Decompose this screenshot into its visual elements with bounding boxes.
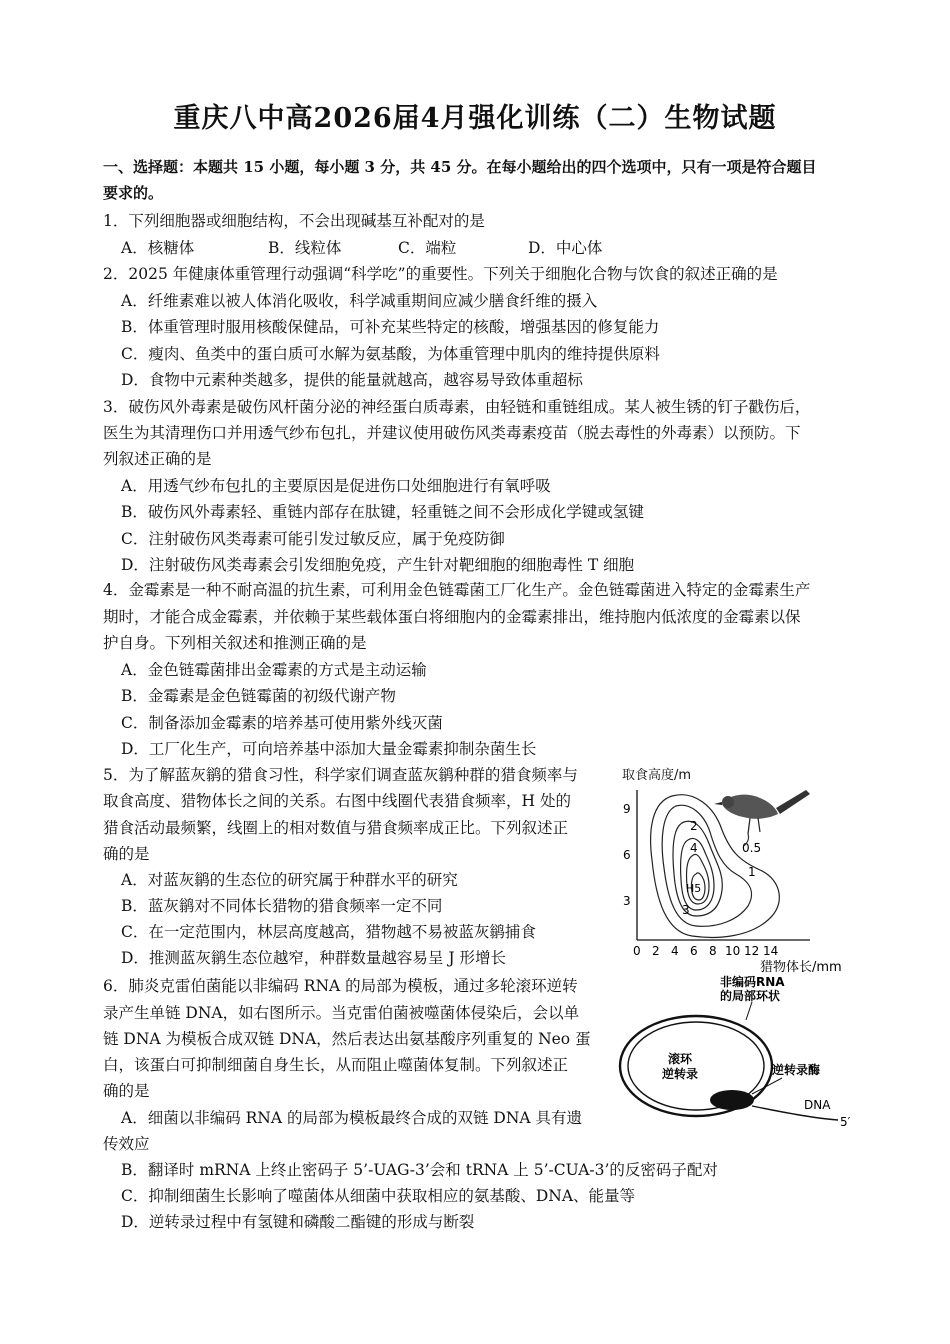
label-enzyme: 逆转录酶 [772,1063,821,1077]
q1-option-d: D．中心体 [528,239,603,257]
reverse-transcriptase-blob [710,1090,754,1110]
q1-option-a: A．核糖体 [121,239,195,257]
q6-stem-3: 链 DNA 为模板合成双链 DNA，然后表达出氨基酸序列重复的 Neo 蛋 [103,1030,591,1048]
q5-option-a: A．对蓝灰鹟的生态位的研究属于种群水平的研究 [121,871,458,889]
q4-option-d: D．工厂化生产，可向培养基中添加大量金霉素抑制杂菌生长 [121,740,537,758]
q6-stem-5: 确的是 [103,1082,150,1100]
contour-1 [662,805,751,926]
q6-option-d: D．逆转录过程中有氢键和磷酸二酯键的形成与断裂 [121,1213,475,1231]
contour-4 [687,854,709,904]
q5-stem-2: 取食高度、猎物体长之间的关系。右图中线圈代表猎食频率，H 处的 [103,792,571,810]
q5-foraging-contour-figure [610,760,860,980]
bird-illustration [714,790,810,846]
q4-stem-1: 4．金霉素是一种不耐高温的抗生素，可利用金色链霉菌工厂化生产。金色链霉菌进入特定的金霉素生产 [103,581,811,599]
q6-option-b: B．翻译时 mRNA 上终止密码子 5’-UAG-3’会和 tRNA 上 5’-CUA-3’的反密码子配对 [121,1161,718,1179]
q6-stem-1: 6．肺炎克雷伯菌能以非编码 RNA 的局部为模板，通过多轮滚环逆转 [103,977,578,995]
q1-stem: 1．下列细胞器或细胞结构，不会出现碱基互补配对的是 [103,212,485,230]
q6-option-a-2: 传效应 [103,1135,150,1153]
q4-option-a: A．金色链霉菌排出金霉素的方式是主动运输 [121,661,427,679]
xtick-0: 0 [633,944,641,958]
label-roll-1: 滚环 [668,1052,693,1066]
q5-stem-1: 5．为了解蓝灰鹟的猎食习性，科学家们调查蓝灰鹟种群的猎食频率与 [103,766,578,784]
q3-stem-3: 列叙述正确的是 [103,450,212,468]
contour-label-1: 1 [748,865,756,879]
page-title: 重庆八中高2026届4月强化训练（二）生物试题 [173,103,777,134]
xtick-12: 12 [744,944,760,958]
ytick-6: 6 [623,848,631,862]
q1-option-b: B．线粒体 [268,239,342,257]
q2-option-a: A．纤维素难以被人体消化吸收，科学减重期间应减少膳食纤维的摄入 [121,292,598,310]
q5-xlabel: 猎物体长/mm [760,960,842,975]
q6-rolling-circle-figure [612,972,862,1132]
xtick-14: 14 [763,944,779,958]
q2-option-b: B．体重管理时服用核酸保健品，可补充某些特定的核酸，增强基因的修复能力 [121,318,660,336]
q5-option-b: B．蓝灰鹟对不同体长猎物的猎食频率一定不同 [121,897,443,915]
q4-option-b: B．金霉素是金色链霉菌的初级代谢产物 [121,687,396,705]
q2-option-d: D．食物中元素种类越多，提供的能量就越高，越容易导致体重超标 [121,371,583,389]
contour-label-2: 2 [690,819,698,833]
q4-stem-2: 期时，才能合成金霉素，并依赖于某些载体蛋白将细胞内的金霉素排出，维持胞内低浓度的金霉素以保 [103,608,801,626]
label-rna-2: 的局部环状 [720,989,781,1003]
q5-option-d: D．推测蓝灰鹟生态位越窄，种群数量越容易呈 J 形增长 [121,949,506,967]
xtick-10: 10 [725,944,741,958]
rna-pointer [746,1002,752,1020]
q5-option-c: C．在一定范围内，林层高度越高，猎物越不易被蓝灰鹟捕食 [121,923,536,941]
q3-option-c: C．注射破伤风类毒素可能引发过敏反应，属于免疫防御 [121,530,505,548]
label-roll-2: 逆转录 [662,1067,699,1081]
contour-label-4: 4 [690,841,698,855]
q3-option-d: D．注射破伤风类毒素会引发细胞免疫，产生针对靶细胞的细胞毒性 T 细胞 [121,556,635,574]
label-dna: DNA [804,1098,831,1112]
contour-label-3: 3 [682,903,690,917]
ytick-3: 3 [623,894,631,908]
q6-option-c: C．抑制细菌生长影响了噬菌体从细菌中获取相应的氨基酸、DNA、能量等 [121,1187,636,1205]
q2-stem: 2．2025 年健康体重管理行动强调“科学吃”的重要性。下列关于细胞化合物与饮食的叙述正确的是 [103,265,778,283]
q2-option-c: C．瘦肉、鱼类中的蛋白质可水解为氨基酸，为体重管理中肌肉的维持提供原料 [121,345,660,363]
q6-stem-2: 录产生单链 DNA，如右图所示。当克雷伯菌被噬菌体侵染后，会以单 [103,1004,580,1022]
label-rna-1: 非编码RNA [720,975,785,989]
section-heading: 一、选择题：本题共 15 小题，每小题 3 分，共 45 分。在每小题给出的四个选项中，只有一项是符合题目 [103,158,817,176]
q3-stem-1: 3．破伤风外毒素是破伤风杆菌分泌的神经蛋白质毒素，由轻链和重链组成。某人被生锈的钉子戳伤后， [103,398,811,416]
q5-stem-4: 确的是 [103,845,150,863]
label-5-prime: 5′ [840,1115,851,1129]
contour-label-h5: H5 [686,882,702,895]
q5-stem-3: 猎食活动最频繁，线圈上的相对数值与猎食频率成正比。下列叙述正 [103,819,569,837]
q5-ylabel: 取食高度/m [622,768,692,783]
q6-stem-4: 白，该蛋白可抑制细菌自身生长，从而阻止噬菌体复制。下列叙述正 [103,1056,569,1074]
contour-label-0-5: 0.5 [742,841,762,855]
q1-option-c: C．端粒 [398,239,457,257]
q4-option-c: C．制备添加金霉素的培养基可使用紫外线灭菌 [121,714,443,732]
q3-option-a: A．用透气纱布包扎的主要原因是促进伤口处细胞进行有氧呼吸 [121,477,551,495]
q6-option-a-1: A．细菌以非编码 RNA 的局部为模板最终合成的双链 DNA 具有遗 [121,1109,583,1127]
xtick-6: 6 [690,944,698,958]
section-heading-cont: 要求的。 [103,184,164,202]
q4-stem-3: 护自身。下列相关叙述和推测正确的是 [103,634,367,652]
xtick-2: 2 [652,944,660,958]
q3-stem-2: 医生为其清理伤口并用透气纱布包扎，并建议使用破伤风类毒素疫苗（脱去毒性的外毒素）以预防。下 [103,424,801,442]
xtick-4: 4 [671,944,679,958]
q3-option-b: B．破伤风外毒素轻、重链内部存在肽键，轻重链之间不会形成化学键或氢键 [121,503,644,521]
xtick-8: 8 [709,944,717,958]
ytick-9: 9 [623,802,631,816]
